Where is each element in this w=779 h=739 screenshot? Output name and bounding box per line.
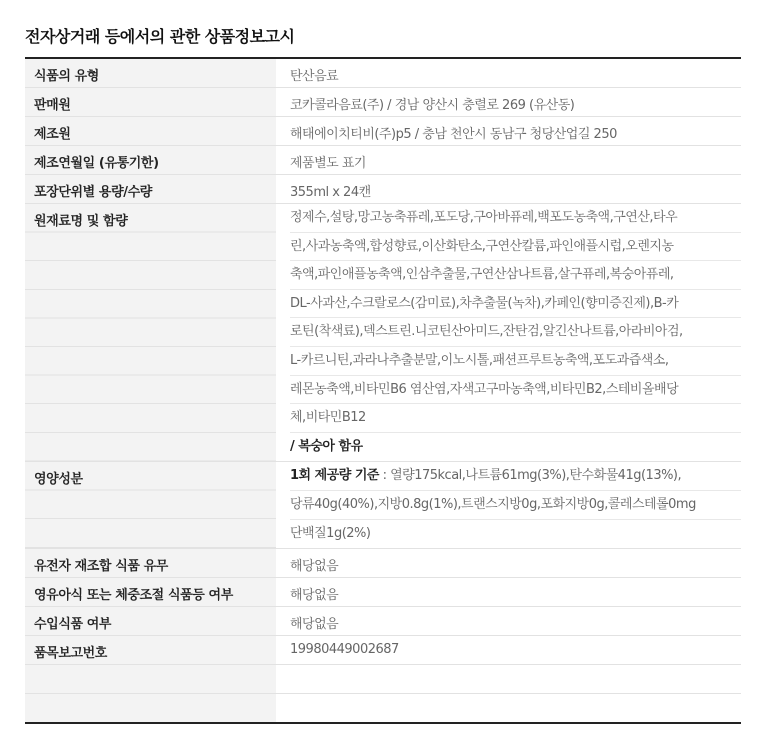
row-infant [25,578,741,607]
ingredients-line: DL-사과산,수크랄로스(감미료),차추출물(녹차),카페인(향미증진제),B-카 [290,290,741,319]
manufacturer-label: 제조원 [25,117,276,145]
product-info-table [25,57,741,724]
imported-label: 수입식품 여부 [25,607,276,635]
seller-value: 코카콜라음료(주) / 경남 양산시 충렬로 269 (유산동) [290,98,575,113]
row-manufacturer [25,117,741,146]
ingredients-line: L-카르니틴,과라나추출분말,이노시톨,패션프루트농축액,포도과즙색소, [290,347,741,376]
nutrition-line3: 단백질1g(2%) [290,525,371,541]
food-type-value: 탄산음료 [290,69,339,84]
empty-label [25,665,276,693]
empty-label [25,694,276,722]
row-ingredients [25,204,741,462]
ingredients-line: 로틴(착색료),덱스트린.니코틴산아미드,잔탄검,알긴산나트륨,아라비아검, [290,318,741,347]
row-report-number [25,636,741,665]
page-title: 전자상거래 등에서의 관한 상품정보고시 [25,27,295,46]
food-type-label: 식품의 유형 [25,59,276,87]
ingredients-label: 원재료명 및 함량 [25,204,276,461]
infant-label: 영유아식 또는 체중조절 식품등 여부 [25,578,276,606]
row-gmo [25,549,741,578]
row-nutrition [25,462,741,549]
package-label: 포장단위별 용량/수량 [25,175,276,203]
ingredients-note: / 복숭아 함유 [290,438,363,454]
empty-row [25,665,741,694]
ingredients-line: 린,사과농축액,합성향료,이산화탄소,구연산칼륨,파인애플시럽,오렌지농 [290,233,741,262]
empty-value [276,694,741,722]
report-number-label: 품목보고번호 [25,636,276,664]
empty-value [276,665,741,693]
ingredients-line: 체,비타민B12 [290,404,741,433]
nutrition-line1: : 열량175kcal,나트륨61mg(3%),탄수화물41g(13%), [378,468,682,484]
nutrition-line [290,462,741,491]
date-value: 제품별도 표기 [290,156,366,171]
package-value: 355ml x 24캔 [290,185,371,200]
row-food-type [25,59,741,88]
ingredients-value [276,204,741,461]
ingredients-line: 정제수,설탕,망고농축퓨레,포도당,구아바퓨레,백포도농축액,구연산,타우 [290,204,741,233]
seller-label: 판매원 [25,88,276,116]
report-number-value: 19980449002687 [290,642,399,658]
row-package [25,175,741,204]
nutrition-value [276,462,741,548]
date-label: 제조연월일 (유통기한) [25,146,276,174]
ingredients-line: 레몬농축액,비타민B6 염산염,자색고구마농축액,비타민B2,스테비올배당 [290,376,741,405]
infant-value: 해당없음 [290,588,339,604]
gmo-label: 유전자 재조합 식품 유무 [25,549,276,577]
ingredients-line: 축액,파인애플농축액,인삼추출물,구연산삼나트륨,살구퓨레,복숭아퓨레, [290,261,741,290]
nutrition-label: 영양성분 [25,462,276,548]
manufacturer-value: 해태에이치티비(주)p5 / 충남 천안시 동남구 청당산업길 250 [290,127,617,142]
row-seller [25,88,741,117]
empty-row [25,694,741,722]
gmo-value: 해당없음 [290,559,339,575]
imported-value: 해당없음 [290,617,339,633]
row-imported [25,607,741,636]
serving-size-label: 1회 제공량 기준 [290,468,379,484]
row-date [25,146,741,175]
nutrition-line2: 당류40g(40%),지방0.8g(1%),트랜스지방0g,포화지방0g,콜레스테롤0mg [290,491,741,520]
